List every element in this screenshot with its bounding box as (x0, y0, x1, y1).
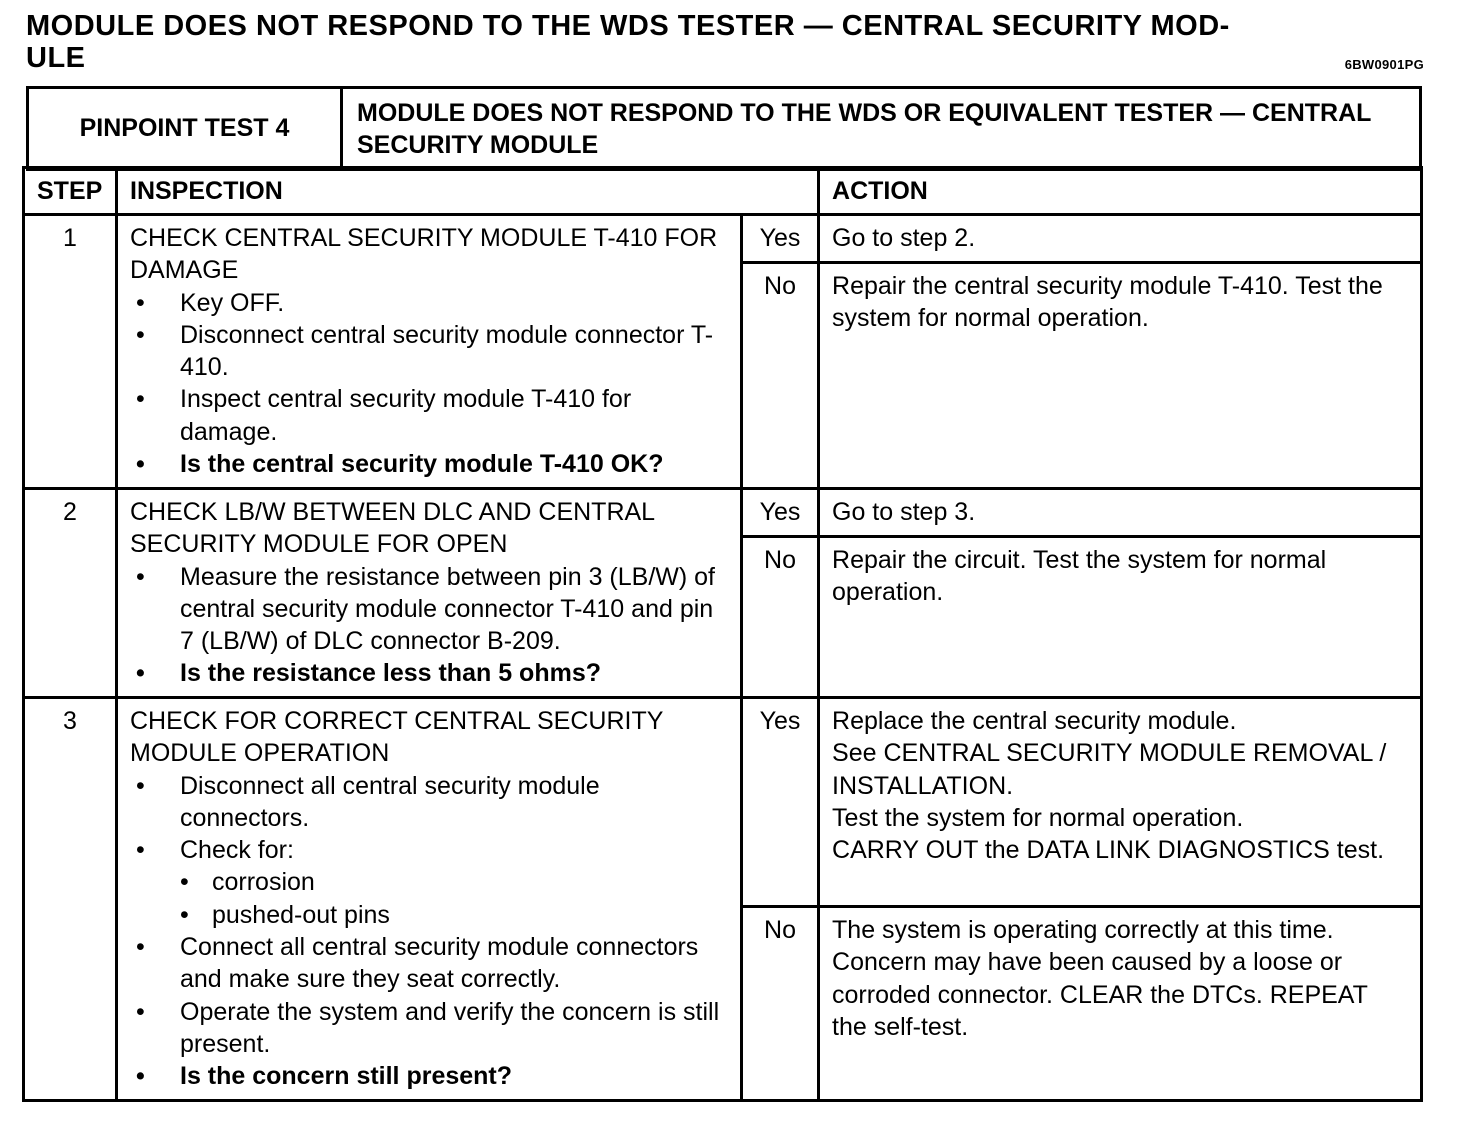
step-number: 1 (24, 215, 117, 489)
no-action: Repair the circuit. Test the system for normal operation. (819, 537, 1422, 698)
list-item: • Key OFF. (130, 287, 728, 319)
inspection-question: • Is the resistance less than 5 ohms? (130, 657, 728, 689)
sub-list-item: • corrosion (180, 866, 728, 898)
step-number: 3 (24, 698, 117, 1101)
list-item: • Disconnect central security module connector T-410. (130, 319, 728, 384)
list-item: • Measure the resistance between pin 3 (LB/W) of central security module connector T-410 and pin 7 (LB/W) of DLC connector B-209. (130, 561, 728, 658)
action-line: Test the system for normal operation. (832, 803, 1244, 832)
column-header-inspection: INSPECTION (117, 168, 819, 215)
no-label: No (742, 907, 819, 1101)
inspection-list (130, 770, 728, 1093)
step-number: 2 (24, 489, 117, 698)
page-title (26, 10, 1326, 74)
table-row (24, 489, 1422, 537)
column-header-row (24, 168, 1422, 215)
test-number: PINPOINT TEST 4 (29, 89, 343, 168)
list-item (130, 834, 728, 931)
inspection-question: • Is the central security module T-410 OK? (130, 448, 728, 480)
figure-code: 6BW0901PG (1344, 57, 1424, 72)
no-label: No (742, 263, 819, 489)
no-label: No (742, 537, 819, 698)
yes-label: Yes (742, 489, 819, 537)
no-action: Repair the central security module T-410. Test the system for normal operation. (819, 263, 1422, 489)
sub-list (180, 866, 728, 931)
table-row (24, 698, 1422, 907)
inspection-question: • Is the concern still present? (130, 1060, 728, 1092)
yes-label: Yes (742, 698, 819, 907)
yes-label: Yes (742, 215, 819, 263)
column-header-action: ACTION (819, 168, 1422, 215)
test-description: MODULE DOES NOT RESPOND TO THE WDS OR EQUIVALENT TESTER — CENTRAL SECURITY MODULE (357, 99, 1371, 159)
no-action: The system is operating correctly at this time. Concern may have been caused by a loose or corroded connector. CLEAR the DTCs. REPEAT the self-test. (819, 907, 1422, 1101)
action-line: See CENTRAL SECURITY MODULE REMOVAL / INSTALLATION. (832, 739, 1387, 800)
sub-list-item: • pushed-out pins (180, 899, 728, 931)
inspection-cell (117, 698, 742, 1101)
list-item: • Disconnect all central security module connectors. (130, 770, 728, 835)
test-header (26, 86, 1422, 171)
inspection-list (130, 561, 728, 690)
list-item-label: Check for: (180, 836, 294, 865)
action-line: CARRY OUT the DATA LINK DIAGNOSTICS test. (832, 836, 1385, 865)
list-item: • Connect all central security module connectors and make sure they seat correctly. (130, 931, 728, 996)
yes-action (819, 698, 1422, 907)
inspection-cell (117, 489, 742, 698)
list-item: • Inspect central security module T-410 for damage. (130, 383, 728, 448)
inspection-heading: CHECK CENTRAL SECURITY MODULE T-410 FOR DAMAGE (130, 224, 718, 285)
inspection-heading: CHECK FOR CORRECT CENTRAL SECURITY MODULE OPERATION (130, 707, 663, 768)
column-header-step: STEP (24, 168, 117, 215)
action-line: Replace the central security module. (832, 707, 1237, 735)
page-title-line-1: MODULE DOES NOT RESPOND TO THE WDS TESTER — CENTRAL SECURITY MOD- (26, 10, 1230, 42)
inspection-heading: CHECK LB/W BETWEEN DLC AND CENTRAL SECURITY MODULE FOR OPEN (130, 498, 655, 559)
inspection-list (130, 287, 728, 481)
yes-action: Go to step 3. (819, 489, 1422, 537)
yes-action: Go to step 2. (819, 215, 1422, 263)
pinpoint-table (22, 166, 1423, 1102)
list-item: • Operate the system and verify the concern is still present. (130, 996, 728, 1061)
inspection-cell (117, 215, 742, 489)
page-title-line-2: ULE (26, 42, 86, 74)
table-row (24, 215, 1422, 263)
